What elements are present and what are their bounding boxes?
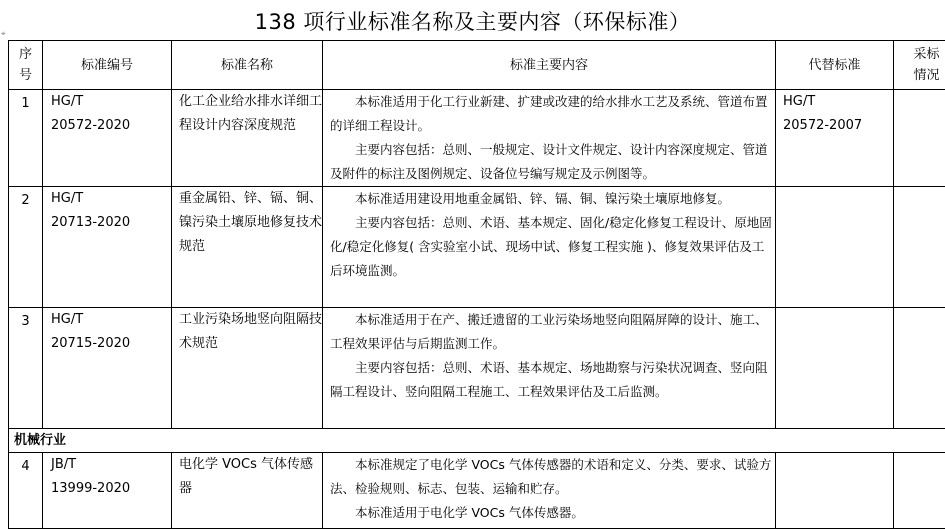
- row-adopted: [894, 90, 945, 187]
- section-row: [9, 429, 945, 453]
- standards-table: [8, 40, 945, 529]
- row-code: HG/T 20572-2020: [43, 90, 172, 187]
- row-adopted: [894, 453, 945, 529]
- row-no: 2: [9, 187, 43, 308]
- row-replaced: [776, 187, 894, 308]
- row-content: 本标准适用于在产、搬迁遗留的工业污染场地竖向阻隔屏障的设计、施工、工程效果评估与后期监测工作。 主要内容包括：总则、术语、基本规定、场地勘察与污染状况调查、竖向阻隔工程设计、竖向阻隔工程施工、工程效果评估及工后监测。: [323, 308, 776, 429]
- header-no: 序号: [9, 41, 43, 90]
- row-no: 1: [9, 90, 43, 187]
- section-title: 机械行业: [9, 429, 945, 453]
- row-replaced: [776, 308, 894, 429]
- row-replaced: HG/T 20572-2007: [776, 90, 894, 187]
- table-row: [9, 453, 945, 529]
- row-code: JB/T 13999-2020: [43, 453, 172, 529]
- row-content: 本标准适用于化工行业新建、扩建或改建的给水排水工艺及系统、管道布置的详细工程设计。 主要内容包括：总则、一般规定、设计文件规定、设计内容深度规定、管道及附件的标注及图例规定、设备位号编写规定及示例图等。: [323, 90, 776, 187]
- row-code: HG/T 20715-2020: [43, 308, 172, 429]
- row-name: 化工企业给水排水详细工程设计内容深度规范: [172, 90, 323, 187]
- row-code: HG/T 20713-2020: [43, 187, 172, 308]
- row-name: 重金属铅、锌、镉、铜、镍污染土壤原地修复技术规范: [172, 187, 323, 308]
- row-no: 3: [9, 308, 43, 429]
- row-name: 电化学 VOCs 气体传感器: [172, 453, 323, 529]
- row-content: 本标准规定了电化学 VOCs 气体传感器的术语和定义、分类、要求、试验方法、检验规则、标志、包装、运输和贮存。 本标准适用于电化学 VOCs 气体传感器。: [323, 453, 776, 529]
- row-adopted: [894, 187, 945, 308]
- table-row: [9, 308, 945, 429]
- header-content: 标准主要内容: [323, 41, 776, 90]
- row-name: 工业污染场地竖向阻隔技术规范: [172, 308, 323, 429]
- header-code: 标准编号: [43, 41, 172, 90]
- anchor-icon[interactable]: ⌖: [1, 29, 6, 38]
- header-replaced: 代替标准: [776, 41, 894, 90]
- row-adopted: [894, 308, 945, 429]
- row-replaced: [776, 453, 894, 529]
- table-row: [9, 187, 945, 308]
- header-name: 标准名称: [172, 41, 323, 90]
- row-content: 本标准适用建设用地重金属铅、锌、镉、铜、镍污染土壤原地修复。 主要内容包括：总则、术语、基本规定、固化/稳定化修复工程设计、原地固化/稳定化修复( 含实验室小试、现场中试、修复工程实施 )、修复效果评估及工后环境监测。: [323, 187, 776, 308]
- table-row: [9, 90, 945, 187]
- page-title: 138 项行业标准名称及主要内容（环保标准）: [254, 10, 691, 34]
- header-adopted: 采标情况: [894, 41, 945, 90]
- row-no: 4: [9, 453, 43, 529]
- table-header-row: [9, 41, 945, 90]
